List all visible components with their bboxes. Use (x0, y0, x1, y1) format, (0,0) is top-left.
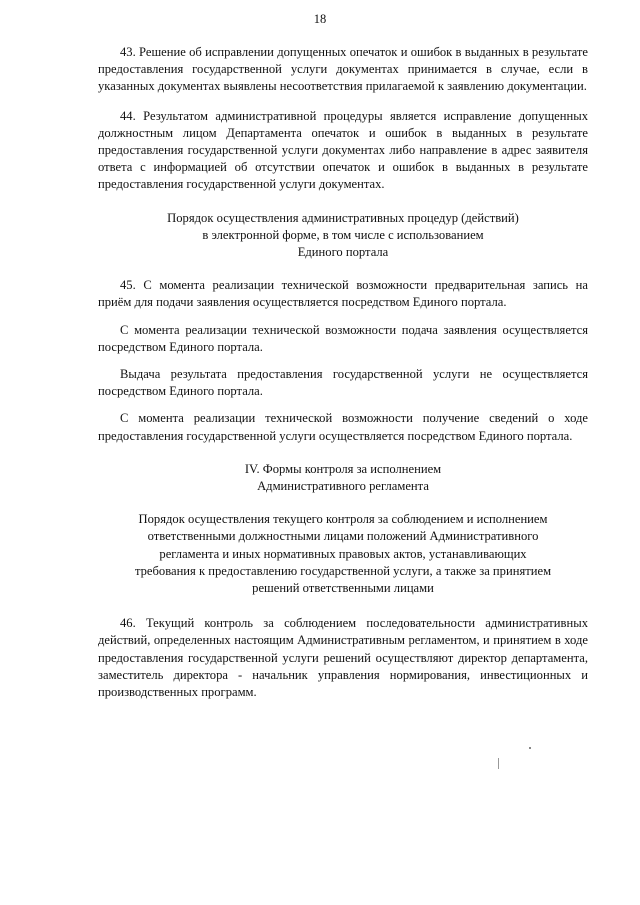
paragraph-44: 44. Результатом административной процедуры является исправление допущенных должностным лицом Департамента опечаток и ошибок в выданных в результате предоставления государственной услуги документах либо направление в адрес заявителя ответа с информацией об отсутствии опечаток и ошибок в выданных в результате предоставления государственной услуги документах. (98, 108, 588, 192)
heading-line: требования к предоставлению государственной услуги, а также за принятием (134, 563, 552, 578)
scan-mark (498, 758, 499, 769)
heading-line: в электронной форме, в том числе с использованием (202, 227, 484, 242)
paragraph-46: 46. Текущий контроль за соблюдением последовательности административных действий, определенных настоящим Административным регламентом, и принятием в ходе предоставления государственной услуги решений осуществляют директор департамента, заместитель директора - начальник управления нормирования, инвестиционных и производственных программ. (98, 616, 588, 700)
heading-electronic-procedures (98, 210, 588, 262)
paragraph-43: 43. Решение об исправлении допущенных опечаток и ошибок в выданных в результате предоставления государственной услуги документах принимается в случае, если в указанных документах выявлены несоответствия прилагаемой к заявлению документации. (98, 45, 588, 94)
section-4-title (98, 461, 588, 495)
section-title-line: IV. Формы контроля за исполнением (244, 461, 442, 476)
paragraph-45-result: Выдача результата предоставления государственной услуги не осуществляется посредством Единого портала. (98, 367, 588, 399)
heading-line: Порядок осуществления текущего контроля за соблюдением и исполнением (138, 512, 548, 527)
paragraph-45-submission: С момента реализации технической возможности подача заявления осуществляется посредством Единого портала. (98, 322, 588, 354)
paragraph-45: 45. С момента реализации технической возможности предварительная запись на приём для подачи заявления осуществляется посредством Единого портала. (98, 278, 588, 310)
section-title-line: Административного регламента (257, 479, 429, 494)
heading-line: решений ответственными лицами (252, 581, 434, 596)
heading-line: регламента и иных нормативных правовых актов, устанавливающих (159, 546, 527, 561)
paragraph-45-status: С момента реализации технической возможности получение сведений о ходе предоставления государственной услуги осуществляется посредством Единого портала. (98, 411, 588, 443)
heading-line: ответственными должностными лицами положений Административного (147, 529, 539, 544)
page-number: 18 (313, 12, 327, 26)
heading-current-control (98, 511, 588, 597)
heading-line: Единого портала (297, 245, 389, 260)
heading-line: Порядок осуществления административных процедур (действий) (167, 210, 519, 225)
scan-speck (529, 747, 531, 749)
page-body (98, 44, 588, 701)
